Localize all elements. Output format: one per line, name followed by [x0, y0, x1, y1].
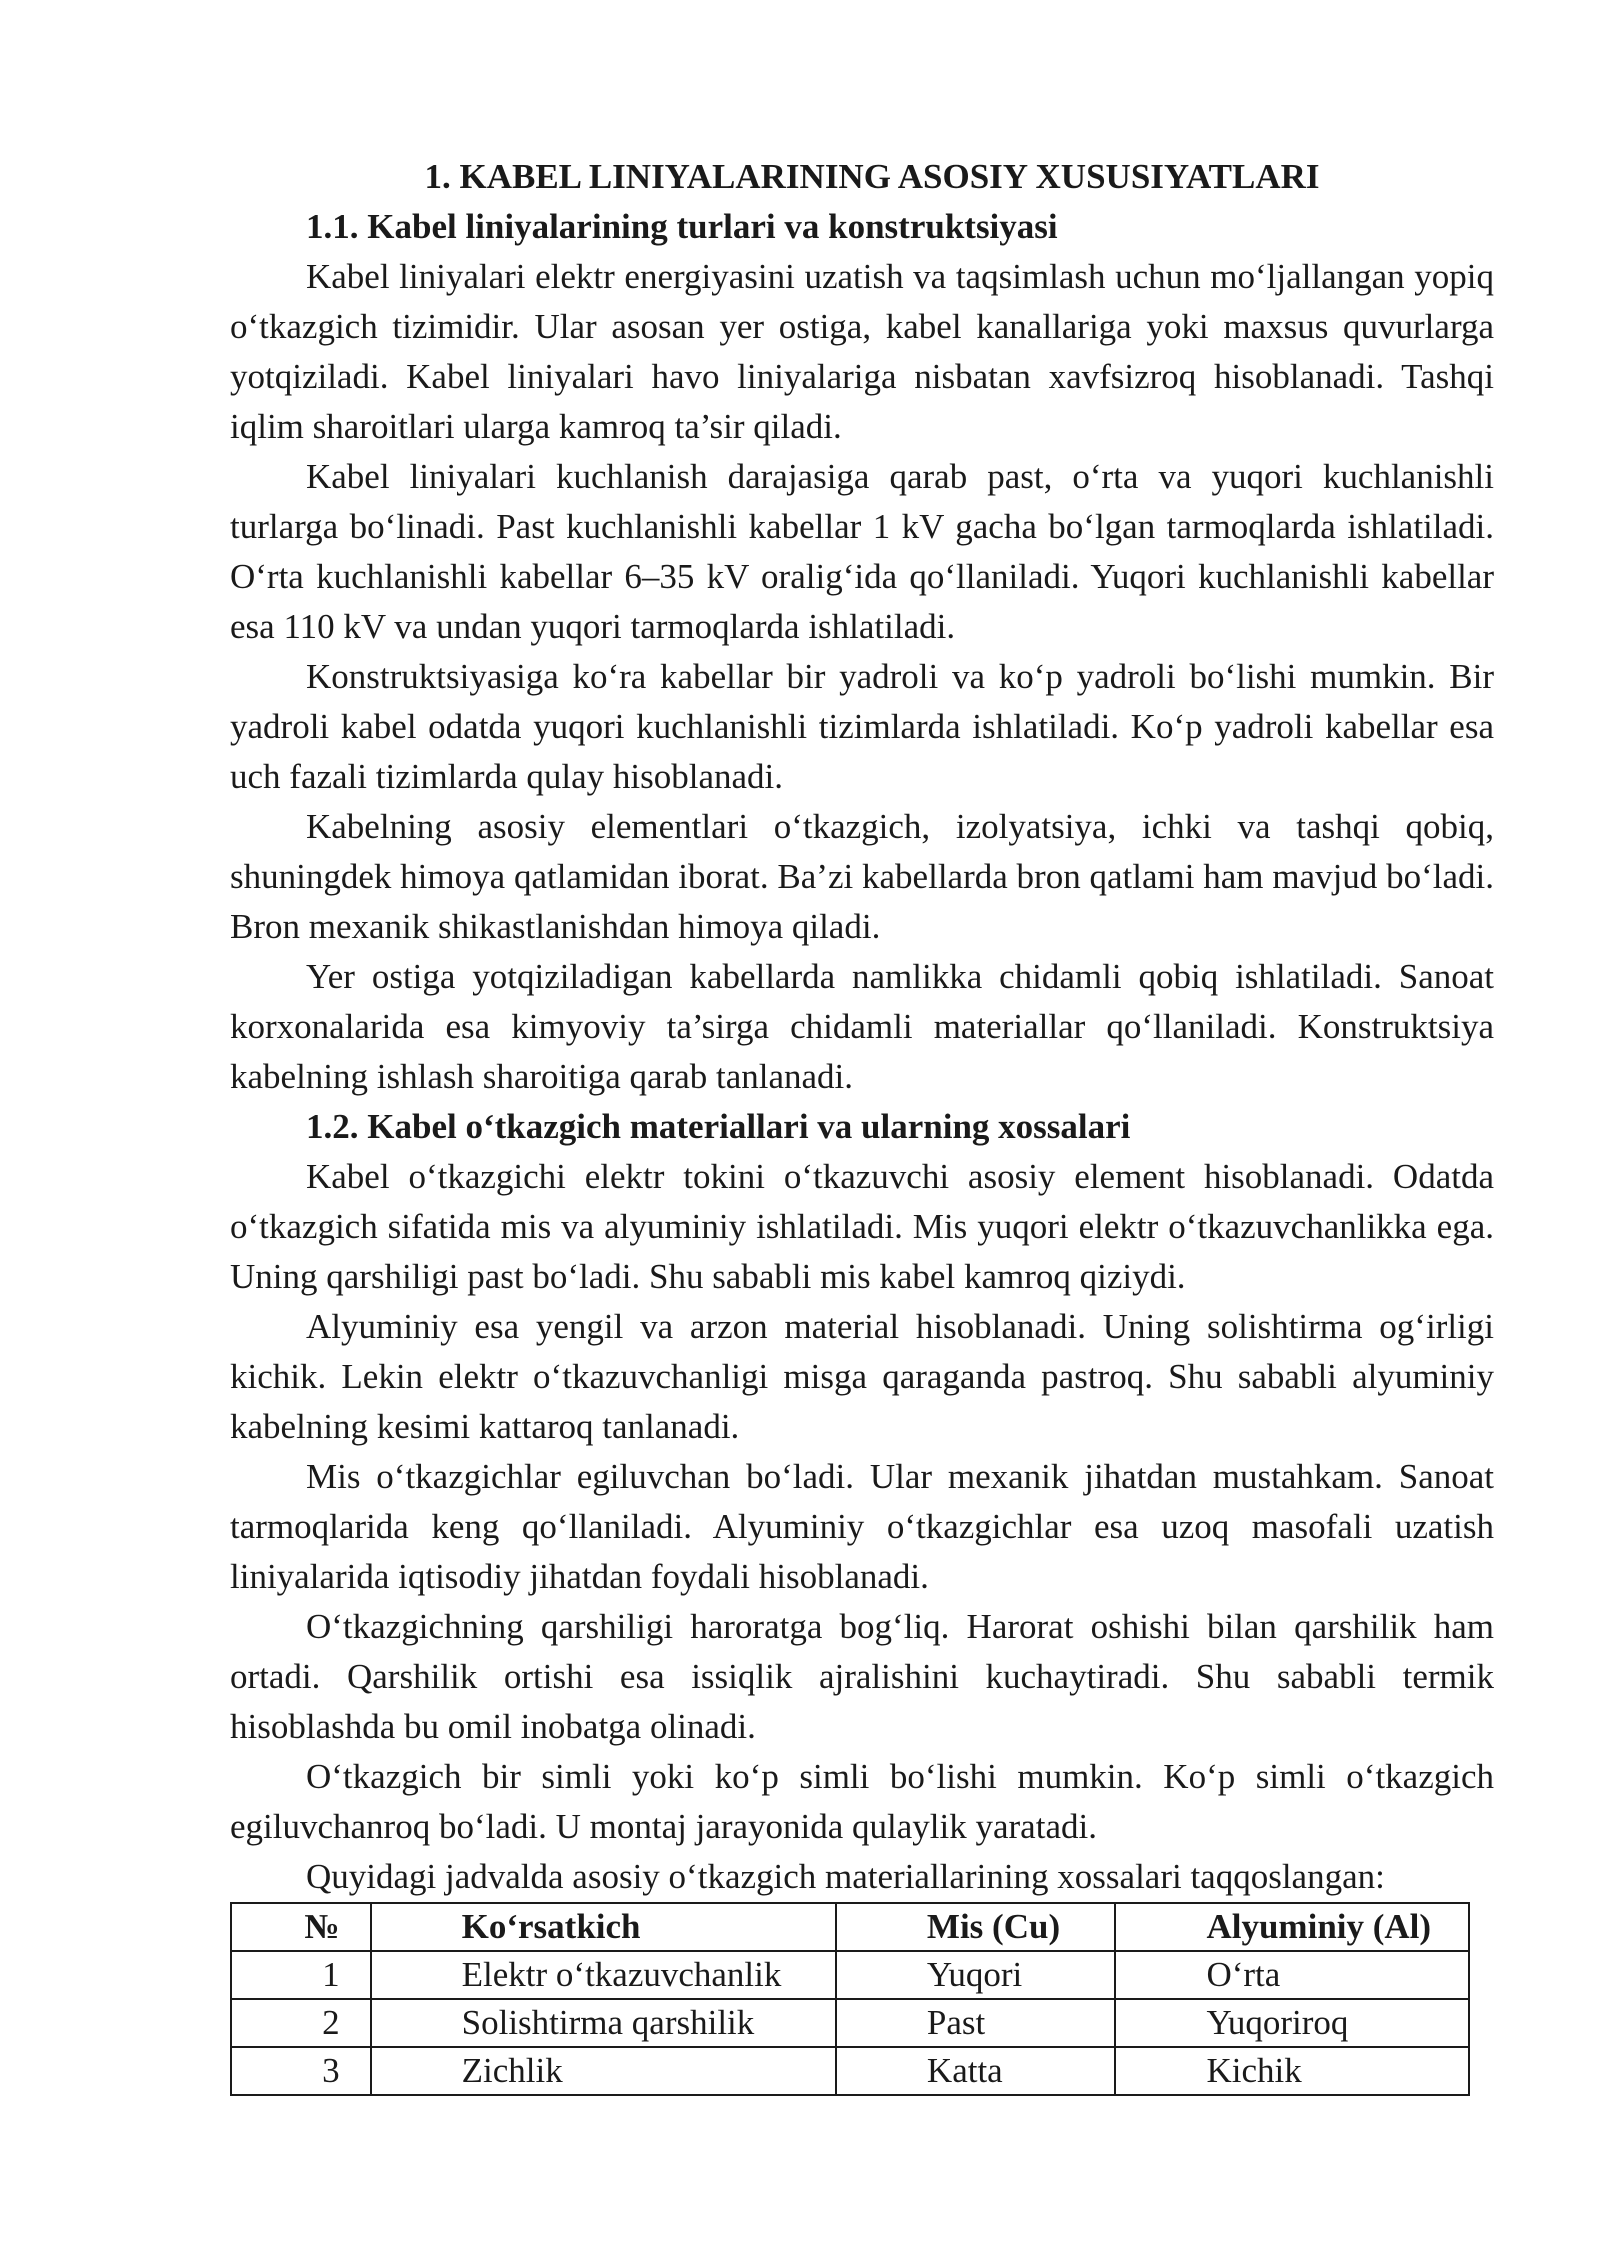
- table-row: [231, 2047, 1469, 2095]
- table-cell: Solishtirma qarshilik: [371, 1999, 836, 2047]
- table-cell: 2: [231, 1999, 371, 2047]
- table-header-row: [231, 1903, 1469, 1951]
- paragraph: Kabel liniyalari elektr energiyasini uzatish va taqsimlash uchun mo‘ljallangan yopiq o‘tkazgich tizimidir. Ular asosan yer ostiga, kabel kanallariga yoki maxsus quvurlarga yotqiziladi. Kabel liniyalari havo liniyalariga nisbatan xavfsizroq hisoblanadi. Tashqi iqlim sharoitlari ularga kamroq ta’sir qiladi.: [230, 257, 1494, 446]
- paragraph: Yer ostiga yotqiziladigan kabellarda namlikka chidamli qobiq ishlatiladi. Sanoat korxonalarida esa kimyoviy ta’sirga chidamli materiallar qo‘llaniladi. Konstruktsiya kabelning ishlash sharoitiga qarab tanlanadi.: [230, 957, 1494, 1096]
- table-cell: Katta: [836, 2047, 1116, 2095]
- table-cell: O‘rta: [1115, 1951, 1469, 1999]
- paragraph: Kabelning asosiy elementlari o‘tkazgich, izolyatsiya, ichki va tashqi qobiq, shuningdek himoya qatlamidan iborat. Ba’zi kabellarda bron qatlami ham mavjud bo‘ladi. Bron mexanik shikastlanishdan himoya qiladi.: [230, 807, 1494, 946]
- table-intro-paragraph: Quyidagi jadvalda asosiy o‘tkazgich materiallarining xossalari taqqoslangan:: [306, 1857, 1385, 1896]
- paragraph: O‘tkazgichning qarshiligi haroratga bog‘liq. Harorat oshishi bilan qarshilik ham ortadi. Qarshilik ortishi esa issiqlik ajralishini kuchaytiradi. Shu sababli termik hisoblashda bu omil inobatga olinadi.: [230, 1607, 1494, 1746]
- header-aluminium: Alyuminiy (Al): [1115, 1903, 1469, 1951]
- table-cell: Yuqori: [836, 1951, 1116, 1999]
- section-heading-1-2: 1.2. Kabel o‘tkazgich materiallari va ularning xossalari: [306, 1107, 1131, 1146]
- comparison-table-wrapper: [230, 1902, 1470, 2096]
- table-cell: Kichik: [1115, 2047, 1469, 2095]
- document-page: [230, 152, 1494, 2096]
- paragraph: Mis o‘tkazgichlar egiluvchan bo‘ladi. Ular mexanik jihatdan mustahkam. Sanoat tarmoqlarida keng qo‘llaniladi. Alyuminiy o‘tkazgichlar esa uzoq masofali uzatish liniyalarida iqtisodiy jihatdan foydali hisoblanadi.: [230, 1457, 1494, 1596]
- table-row: [231, 1951, 1469, 1999]
- paragraph: Kabel liniyalari kuchlanish darajasiga qarab past, o‘rta va yuqori kuchlanishli turlarga bo‘linadi. Past kuchlanishli kabellar 1 kV gacha bo‘lgan tarmoqlarda ishlatiladi. O‘rta kuchlanishli kabellar 6–35 kV oralig‘ida qo‘llaniladi. Yuqori kuchlanishli kabellar esa 110 kV va undan yuqori tarmoqlarda ishlatiladi.: [230, 457, 1494, 646]
- table-row: [231, 1999, 1469, 2047]
- paragraph: O‘tkazgich bir simli yoki ko‘p simli bo‘lishi mumkin. Ko‘p simli o‘tkazgich egiluvchanroq bo‘ladi. U montaj jarayonida qulaylik yaratadi.: [230, 1757, 1494, 1846]
- paragraph: Konstruktsiyasiga ko‘ra kabellar bir yadroli va ko‘p yadroli bo‘lishi mumkin. Bir yadroli kabel odatda yuqori kuchlanishli tizimlarda ishlatiladi. Ko‘p yadroli kabellar esa uch fazali tizimlarda qulay hisoblanadi.: [230, 657, 1494, 796]
- table-cell: Elektr o‘tkazuvchanlik: [371, 1951, 836, 1999]
- table-cell: 1: [231, 1951, 371, 1999]
- table-cell: Past: [836, 1999, 1116, 2047]
- document-title: 1. KABEL LINIYALARINING ASOSIY XUSUSIYATLARI: [424, 157, 1320, 196]
- paragraph: Alyuminiy esa yengil va arzon material hisoblanadi. Uning solishtirma og‘irligi kichik. Lekin elektr o‘tkazuvchanligi misga qaraganda pastroq. Shu sababli alyuminiy kabelning kesimi kattaroq tanlanadi.: [230, 1307, 1494, 1446]
- header-number: №: [231, 1903, 371, 1951]
- table-cell: Zichlik: [371, 2047, 836, 2095]
- materials-comparison-table: [230, 1902, 1470, 2096]
- header-copper: Mis (Cu): [836, 1903, 1116, 1951]
- section-heading-1-1: 1.1. Kabel liniyalarining turlari va konstruktsiyasi: [306, 207, 1058, 246]
- paragraph: Kabel o‘tkazgichi elektr tokini o‘tkazuvchi asosiy element hisoblanadi. Odatda o‘tkazgich sifatida mis va alyuminiy ishlatiladi. Mis yuqori elektr o‘tkazuvchanlikka ega. Uning qarshiligi past bo‘ladi. Shu sababli mis kabel kamroq qiziydi.: [230, 1157, 1494, 1296]
- header-indicator: Ko‘rsatkich: [371, 1903, 836, 1951]
- table-cell: 3: [231, 2047, 371, 2095]
- table-cell: Yuqoriroq: [1115, 1999, 1469, 2047]
